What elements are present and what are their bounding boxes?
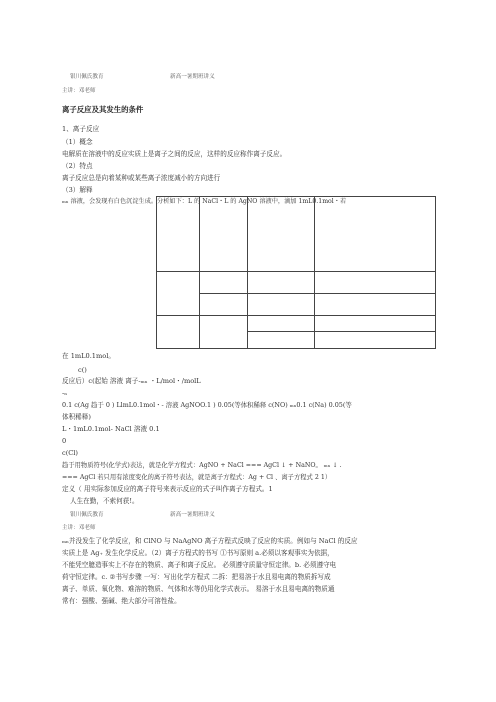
section-heading: 1、离子反应 (62, 125, 100, 133)
table-cell (199, 316, 247, 349)
table-cell (157, 316, 200, 349)
table-cell (247, 316, 315, 332)
table-cell (315, 316, 436, 332)
equation-line: 趋于用物质符号(化学式)表达，就是化学方程式：AgNO + NaCl === AgCl ↓ + NaNO。 ₘₙ ↓ . (62, 462, 342, 469)
paragraph: 电解质在溶液中的反应实质上是离子之间的反应，这样的反应称作离子反应。 (62, 150, 287, 158)
paragraph: 常有：强酸、强碱、绝大部分可溶性盐。 (62, 597, 181, 605)
table-cell (199, 294, 247, 316)
equation-line: === AgCl 若只用有浓度变化的离子符号表达，就是离子方程式：Ag + Cl 、离子方程式 2 1） (62, 474, 332, 481)
paragraph: ₘₙ并没发生了化学反应，和 ClNO 与 NaAgNO 离子方程式反映了反应的实质。例如与 NaCl 的反应 (62, 537, 358, 545)
paragraph: 离子、单质、氧化物、难溶的物质、气体和水等仍用化学式表示。 易溶于水且易电离的物质通 (62, 585, 335, 593)
formula-line: c(Cl) (62, 449, 78, 457)
table-cell (199, 197, 247, 272)
table-cell (247, 197, 315, 272)
header-org: 银川佩氏教育 (70, 74, 104, 80)
formula-line: L・1mL0.1mol- NaCl 溶液 0.1 (62, 425, 160, 433)
formula-line: 0.1 c(Ag 趋于 0 ) LlmL0.1mol・- 溶液 AgNOO.1 ) 0.05(等体积稀释 c(NO) ₘₙ0.1 c(Na) 0.05(等 (62, 401, 352, 409)
table-caption: 在 1mL0.1mol。 (62, 352, 115, 360)
subheading-feature: （2）特点 (62, 162, 93, 170)
formula-line: 反应后）c(起始 溶液 离子-ₘₙ ・L/mol・/molL (62, 377, 201, 385)
table-cell (315, 332, 436, 349)
table-cell (247, 332, 315, 349)
formula-line: c() (78, 366, 87, 374)
formula-line: -ₙ (62, 389, 68, 397)
formula-line: 0 (62, 437, 67, 445)
header-teacher: 主讲：邓老师 (62, 88, 96, 94)
definition-line: 定义（ 用实际参加反应的离子符号来表示反应的式子叫作离子方程式。1 (62, 485, 273, 493)
paragraph: 不能凭空臆造事实上不存在的物质、离子和离子反应。 必须遵守质量守恒定律。b. 必须遵守电 (62, 561, 337, 569)
header-org: 银川佩氏教育 (70, 512, 104, 518)
ion-concentration-table (156, 196, 436, 349)
page-title: 离子反应及其发生的条件 (62, 105, 144, 114)
table-cell (157, 272, 200, 316)
table-cell (315, 294, 436, 316)
table-cell (315, 197, 436, 272)
header-teacher: 主讲：邓老师 (62, 525, 96, 531)
table-cell (157, 197, 200, 272)
motto: 人生在勤，不索何获!。 (70, 497, 139, 505)
paragraph: 荷守恒定律。c. ②书写步骤 一写：写出化学方程式 二拆：把易溶于水且易电离的物质拆写成 (62, 573, 331, 581)
header-course: 新高一暑期班讲义 (170, 512, 215, 518)
paragraph: 离子反应总是向着某种或某些离子浓度减小的方向进行 (62, 174, 221, 182)
table-cell (315, 272, 436, 294)
table-cell (247, 272, 315, 294)
table-cell (247, 294, 315, 316)
formula-line: 体积稀释) (62, 413, 91, 421)
header-course: 新高一暑期班讲义 (170, 74, 215, 80)
table-cell (199, 272, 247, 294)
subheading-explain: （3）解释 (62, 186, 93, 194)
subheading-concept: （1）概念 (62, 138, 93, 146)
paragraph: 实质上是 Ag₊ 发生化学反应。（2）离子方程式的书写 ①书写原则 a.必须以客观事实为依据， (62, 549, 334, 557)
paragraph: ₘₙ 溶液，会发现有白色沉淀生成。分析如下：L 的 NaCl・L 的 AgNO 溶液中，滴加 1mL0.1mol・若 (62, 198, 347, 205)
